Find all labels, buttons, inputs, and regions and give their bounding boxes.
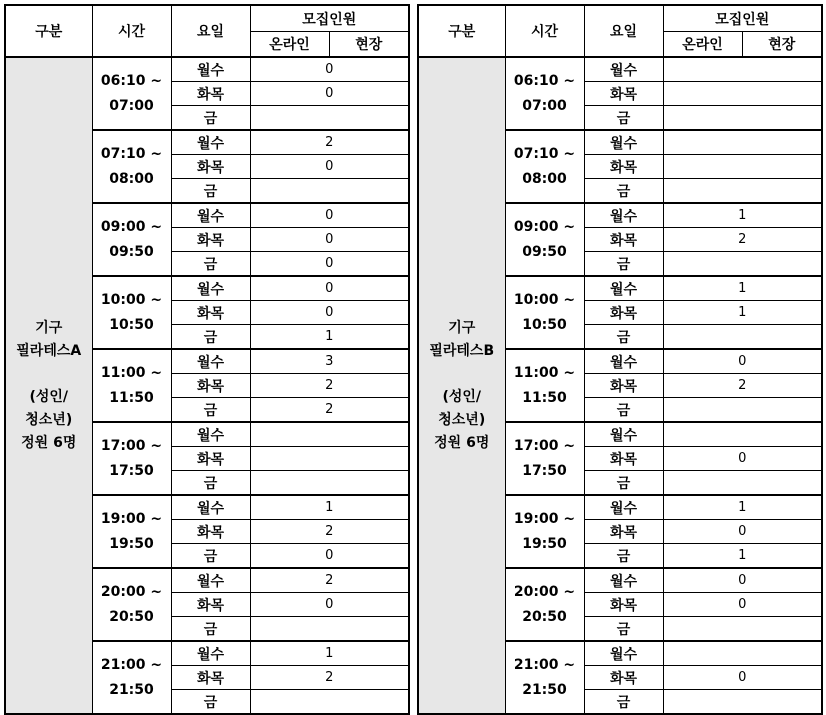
- recruit-count-cell: 0: [663, 593, 822, 617]
- day-cell: 월수: [584, 568, 663, 593]
- time-cell: [505, 203, 584, 276]
- time-cell: [505, 276, 584, 349]
- recruit-count-cell: 0: [250, 252, 409, 277]
- recruit-count-cell: 1: [250, 325, 409, 350]
- recruit-count-cell: [250, 422, 409, 447]
- recruit-count-cell: [663, 130, 822, 155]
- day-cell: 금: [171, 252, 250, 277]
- category-line: 필라테스B: [429, 342, 495, 359]
- recruit-count-cell: 2: [250, 374, 409, 398]
- day-cell: 금: [584, 325, 663, 350]
- recruit-count-cell: [663, 252, 822, 277]
- recruit-count-cell: [250, 106, 409, 131]
- time-cell: [92, 641, 171, 714]
- day-cell: 월수: [171, 495, 250, 520]
- recruit-count-cell: 0: [663, 520, 822, 544]
- recruit-count-cell: 1: [663, 301, 822, 325]
- day-cell: 금: [171, 617, 250, 642]
- time-end: 19:50: [109, 535, 154, 552]
- day-cell: 금: [584, 252, 663, 277]
- time-cell: [505, 495, 584, 568]
- category-line: 청소년): [25, 411, 73, 428]
- day-cell: 월수: [584, 130, 663, 155]
- day-cell: 화목: [584, 520, 663, 544]
- day-cell: 화목: [584, 666, 663, 690]
- time-start: 20:00 ~: [100, 583, 163, 600]
- recruit-count-cell: 1: [663, 276, 822, 301]
- day-cell: 금: [584, 690, 663, 715]
- day-cell: 월수: [171, 57, 250, 82]
- recruit-count-cell: 2: [250, 130, 409, 155]
- time-cell: [92, 422, 171, 495]
- day-cell: 월수: [584, 203, 663, 228]
- day-cell: 화목: [584, 228, 663, 252]
- recruit-count-cell: 2: [250, 520, 409, 544]
- category-line: 기구: [448, 319, 476, 336]
- day-cell: 월수: [171, 349, 250, 374]
- day-cell: 금: [171, 398, 250, 423]
- recruit-count-cell: 0: [250, 82, 409, 106]
- time-end: 11:50: [109, 389, 154, 406]
- day-cell: 금: [584, 471, 663, 496]
- recruit-count-cell: 0: [663, 568, 822, 593]
- header-online: 온라인: [663, 32, 742, 58]
- category-line: [419, 363, 505, 386]
- time-end: 10:50: [109, 316, 154, 333]
- time-cell: [92, 57, 171, 130]
- time-start: 09:00 ~: [100, 218, 163, 235]
- day-cell: 화목: [171, 593, 250, 617]
- recruit-count-cell: [663, 106, 822, 131]
- day-cell: 화목: [171, 374, 250, 398]
- time-cell: [92, 568, 171, 641]
- day-cell: 금: [171, 690, 250, 715]
- time-start: 09:00 ~: [513, 218, 576, 235]
- time-start: 17:00 ~: [100, 437, 163, 454]
- day-cell: 화목: [584, 447, 663, 471]
- time-start: 20:00 ~: [513, 583, 576, 600]
- recruit-count-cell: [663, 690, 822, 715]
- recruit-count-cell: 0: [250, 155, 409, 179]
- category-line: (성인/: [442, 388, 482, 405]
- time-end: 07:00: [522, 97, 567, 114]
- header-category: 구분: [418, 5, 505, 57]
- category-cell: [5, 57, 92, 714]
- time-cell: [92, 130, 171, 203]
- day-cell: 월수: [584, 349, 663, 374]
- recruit-count-cell: [250, 690, 409, 715]
- day-cell: 화목: [171, 520, 250, 544]
- day-cell: 화목: [171, 301, 250, 325]
- time-end: 21:50: [109, 681, 154, 698]
- time-cell: [92, 495, 171, 568]
- table-row: [418, 57, 822, 82]
- time-cell: [505, 57, 584, 130]
- recruit-count-cell: 2: [250, 568, 409, 593]
- recruit-count-cell: 2: [663, 374, 822, 398]
- header-onsite: 현장: [329, 32, 409, 58]
- time-start: 10:00 ~: [513, 291, 576, 308]
- day-cell: 금: [584, 544, 663, 569]
- time-cell: [92, 349, 171, 422]
- time-cell: [505, 349, 584, 422]
- recruit-count-cell: 2: [250, 666, 409, 690]
- day-cell: 월수: [171, 641, 250, 666]
- day-cell: 화목: [584, 82, 663, 106]
- day-cell: 화목: [584, 155, 663, 179]
- recruit-count-cell: [663, 57, 822, 82]
- recruit-count-cell: 0: [663, 447, 822, 471]
- category-cell: [418, 57, 505, 714]
- day-cell: 화목: [171, 155, 250, 179]
- day-cell: 금: [584, 106, 663, 131]
- time-end: 20:50: [522, 608, 567, 625]
- time-start: 06:10 ~: [100, 72, 163, 89]
- day-cell: 금: [171, 544, 250, 569]
- category-line: 청소년): [438, 411, 486, 428]
- time-start: 19:00 ~: [100, 510, 163, 527]
- day-cell: 화목: [171, 228, 250, 252]
- recruit-count-cell: 2: [250, 398, 409, 423]
- recruit-count-cell: 0: [250, 593, 409, 617]
- day-cell: 화목: [171, 447, 250, 471]
- recruit-count-cell: [663, 641, 822, 666]
- recruit-count-cell: 2: [663, 228, 822, 252]
- recruit-count-cell: 1: [663, 495, 822, 520]
- recruit-count-cell: [663, 82, 822, 106]
- category-line: 정원 6명: [21, 434, 77, 451]
- category-line: 필라테스A: [16, 342, 82, 359]
- category-line: 기구: [35, 319, 63, 336]
- day-cell: 월수: [171, 276, 250, 301]
- day-cell: 월수: [171, 130, 250, 155]
- time-end: 11:50: [522, 389, 567, 406]
- day-cell: 월수: [171, 568, 250, 593]
- recruit-count-cell: [250, 179, 409, 204]
- recruit-count-cell: [663, 422, 822, 447]
- time-cell: [505, 130, 584, 203]
- day-cell: 금: [171, 325, 250, 350]
- recruit-count-cell: [663, 155, 822, 179]
- day-cell: 월수: [584, 422, 663, 447]
- recruit-count-cell: 1: [250, 495, 409, 520]
- time-cell: [505, 641, 584, 714]
- day-cell: 월수: [584, 57, 663, 82]
- recruit-count-cell: 3: [250, 349, 409, 374]
- recruit-count-cell: [663, 398, 822, 423]
- recruit-count-cell: [663, 471, 822, 496]
- day-cell: 월수: [171, 422, 250, 447]
- table-row: [5, 57, 409, 82]
- recruit-count-cell: 1: [663, 544, 822, 569]
- time-end: 17:50: [109, 462, 154, 479]
- day-cell: 금: [171, 179, 250, 204]
- time-end: 20:50: [109, 608, 154, 625]
- recruit-count-cell: 1: [250, 641, 409, 666]
- time-cell: [505, 422, 584, 495]
- recruit-count-cell: 0: [250, 228, 409, 252]
- recruit-count-cell: 0: [663, 349, 822, 374]
- header-online: 온라인: [250, 32, 329, 58]
- time-end: 21:50: [522, 681, 567, 698]
- day-cell: 월수: [584, 641, 663, 666]
- day-cell: 화목: [171, 82, 250, 106]
- category-line: (성인/: [29, 388, 69, 405]
- schedule-table-a: [4, 4, 410, 715]
- time-cell: [92, 203, 171, 276]
- header-day: 요일: [584, 5, 663, 57]
- time-end: 08:00: [109, 170, 154, 187]
- time-end: 09:50: [522, 243, 567, 260]
- time-start: 11:00 ~: [100, 364, 163, 381]
- day-cell: 화목: [584, 374, 663, 398]
- recruit-count-cell: 1: [663, 203, 822, 228]
- time-start: 17:00 ~: [513, 437, 576, 454]
- recruit-count-cell: 0: [250, 57, 409, 82]
- recruit-count-cell: [663, 325, 822, 350]
- recruit-count-cell: [663, 617, 822, 642]
- time-start: 19:00 ~: [513, 510, 576, 527]
- day-cell: 월수: [584, 276, 663, 301]
- recruit-count-cell: [250, 447, 409, 471]
- recruit-count-cell: [250, 617, 409, 642]
- schedule-table-b: [417, 4, 823, 715]
- day-cell: 월수: [584, 495, 663, 520]
- time-start: 06:10 ~: [513, 72, 576, 89]
- time-end: 10:50: [522, 316, 567, 333]
- time-end: 08:00: [522, 170, 567, 187]
- day-cell: 화목: [171, 666, 250, 690]
- recruit-count-cell: [663, 179, 822, 204]
- time-end: 19:50: [522, 535, 567, 552]
- time-start: 07:10 ~: [100, 145, 163, 162]
- header-category: 구분: [5, 5, 92, 57]
- time-start: 07:10 ~: [513, 145, 576, 162]
- time-start: 21:00 ~: [513, 656, 576, 673]
- day-cell: 월수: [171, 203, 250, 228]
- header-time: 시간: [92, 5, 171, 57]
- day-cell: 금: [584, 398, 663, 423]
- header-day: 요일: [171, 5, 250, 57]
- day-cell: 금: [584, 617, 663, 642]
- header-time: 시간: [505, 5, 584, 57]
- recruit-count-cell: 0: [250, 301, 409, 325]
- recruit-count-cell: 0: [663, 666, 822, 690]
- recruit-count-cell: 0: [250, 276, 409, 301]
- day-cell: 금: [171, 106, 250, 131]
- time-start: 11:00 ~: [513, 364, 576, 381]
- time-start: 21:00 ~: [100, 656, 163, 673]
- recruit-count-cell: [250, 471, 409, 496]
- time-end: 17:50: [522, 462, 567, 479]
- header-onsite: 현장: [742, 32, 822, 58]
- time-cell: [505, 568, 584, 641]
- header-recruit: 모집인원: [663, 5, 822, 32]
- day-cell: 금: [584, 179, 663, 204]
- day-cell: 금: [171, 471, 250, 496]
- header-recruit: 모집인원: [250, 5, 409, 32]
- day-cell: 화목: [584, 593, 663, 617]
- time-end: 07:00: [109, 97, 154, 114]
- time-start: 10:00 ~: [100, 291, 163, 308]
- recruit-count-cell: 0: [250, 203, 409, 228]
- day-cell: 화목: [584, 301, 663, 325]
- category-line: 정원 6명: [434, 434, 490, 451]
- time-end: 09:50: [109, 243, 154, 260]
- recruit-count-cell: 0: [250, 544, 409, 569]
- category-line: [6, 363, 92, 386]
- time-cell: [92, 276, 171, 349]
